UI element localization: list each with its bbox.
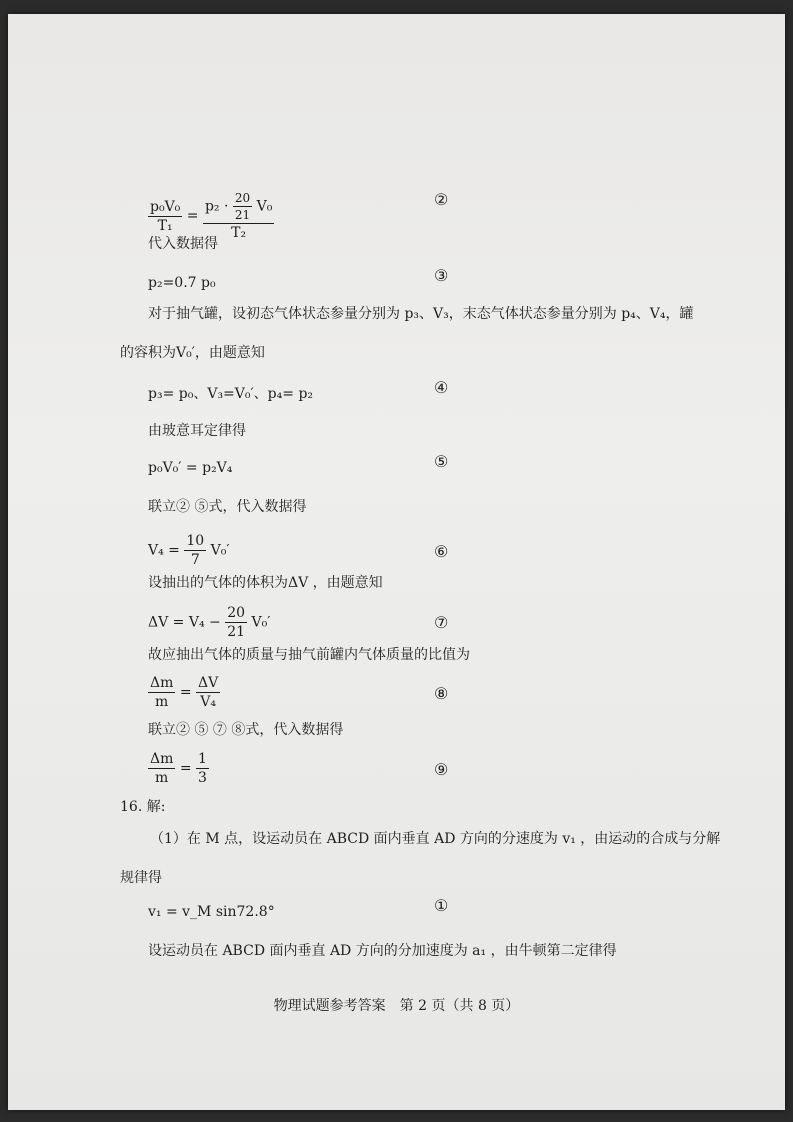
equation-4: p₃= p₀、V₃=V₀′、p₄= p₂ <box>148 386 314 402</box>
denominator: 21 <box>227 624 246 640</box>
equation-number: ⑦ <box>434 613 449 632</box>
text-line: 设抽出的气体的体积为ΔV ，由题意知 <box>148 575 383 591</box>
question-number: 16. 解: <box>120 799 166 815</box>
equation-2: $\frac{\text{p₀V₀}}{\text{T₁}}$ = p₂ · $\frac{20}{21}$ V₀ T₂ <box>150 191 273 241</box>
fraction <box>148 200 182 233</box>
fraction <box>203 192 274 240</box>
denominator: T₁ <box>157 217 173 234</box>
denominator: T₂ <box>231 225 247 241</box>
numerator: ΔV <box>198 675 219 691</box>
factor: V₀ <box>256 198 273 215</box>
fraction <box>148 676 175 709</box>
equation-number: ① <box>434 896 449 915</box>
text-line: 联立② ⑤式，代入数据得 <box>148 499 307 515</box>
lhs: ΔV = V₄ − <box>148 614 221 631</box>
equation-number: ⑥ <box>434 542 449 561</box>
answer-sheet-page <box>8 14 785 1110</box>
numerator: 20 <box>234 191 251 205</box>
equation-number: ⑨ <box>434 760 449 779</box>
equation-number: ④ <box>434 378 449 397</box>
fraction <box>225 606 247 639</box>
text-line: （1）在 M 点，设运动员在 ABCD 面内垂直 AD 方向的分速度为 v₁ ，由运动的合成与分解 <box>150 831 721 847</box>
factor: V₀′ <box>210 542 230 559</box>
denominator: m <box>155 770 169 786</box>
numerator <box>203 192 274 224</box>
fraction <box>196 752 209 785</box>
denominator: 21 <box>234 208 251 222</box>
fraction <box>196 676 220 709</box>
equation-1: v₁ = v_M sin72.8° <box>148 904 275 920</box>
equals: = <box>179 684 192 701</box>
numerator: Δm <box>150 675 174 691</box>
equation-8 <box>148 676 220 709</box>
text-line: 故应抽出气体的质量与抽气前罐内气体质量的比值为 <box>148 647 470 663</box>
numerator: p₀V₀ <box>150 198 181 215</box>
factor: p₂ · <box>204 198 229 215</box>
numerator: 20 <box>227 605 246 621</box>
text-line: 规律得 <box>120 870 162 886</box>
text-line: 设运动员在 ABCD 面内垂直 AD 方向的分加速度为 a₁ ，由牛顿第二定律得 <box>148 943 617 959</box>
equation-7 <box>148 606 270 639</box>
text-line: 的容积为V₀′，由题意知 <box>120 345 265 361</box>
denominator: 7 <box>190 552 200 568</box>
denominator: V₄ <box>200 694 217 710</box>
denominator: 3 <box>198 770 207 786</box>
text-line: 由玻意耳定律得 <box>148 423 246 439</box>
equation-number: ⑧ <box>434 684 449 703</box>
factor: V₀′ <box>251 614 271 631</box>
equation-6 <box>148 534 230 567</box>
numerator: 1 <box>198 751 207 767</box>
equation-5: p₀V₀′ = p₂V₄ <box>148 460 233 476</box>
text-line: 联立② ⑤ ⑦ ⑧式，代入数据得 <box>148 722 344 738</box>
equation-number: ③ <box>434 266 449 285</box>
equation-3: p₂=0.7 p₀ <box>148 275 216 291</box>
text-line: 对于抽气罐，设初态气体状态参量分别为 p₃、V₃，末态气体状态参量分别为 p₄、V₄，罐 <box>148 306 694 322</box>
fraction <box>184 534 206 567</box>
equation-number: ⑤ <box>434 452 449 471</box>
denominator: m <box>155 694 169 710</box>
inner-fraction <box>233 192 252 221</box>
numerator: 10 <box>186 533 205 549</box>
equation-number: ② <box>434 190 449 209</box>
equation-9 <box>148 752 209 785</box>
fraction <box>148 752 175 785</box>
text-line: 代入数据得 <box>148 236 218 252</box>
page-footer: 物理试题参考答案 第 2 页（共 8 页） <box>273 998 520 1014</box>
numerator: Δm <box>150 751 174 767</box>
lhs: V₄ = <box>148 542 180 559</box>
equals: = <box>179 760 192 777</box>
